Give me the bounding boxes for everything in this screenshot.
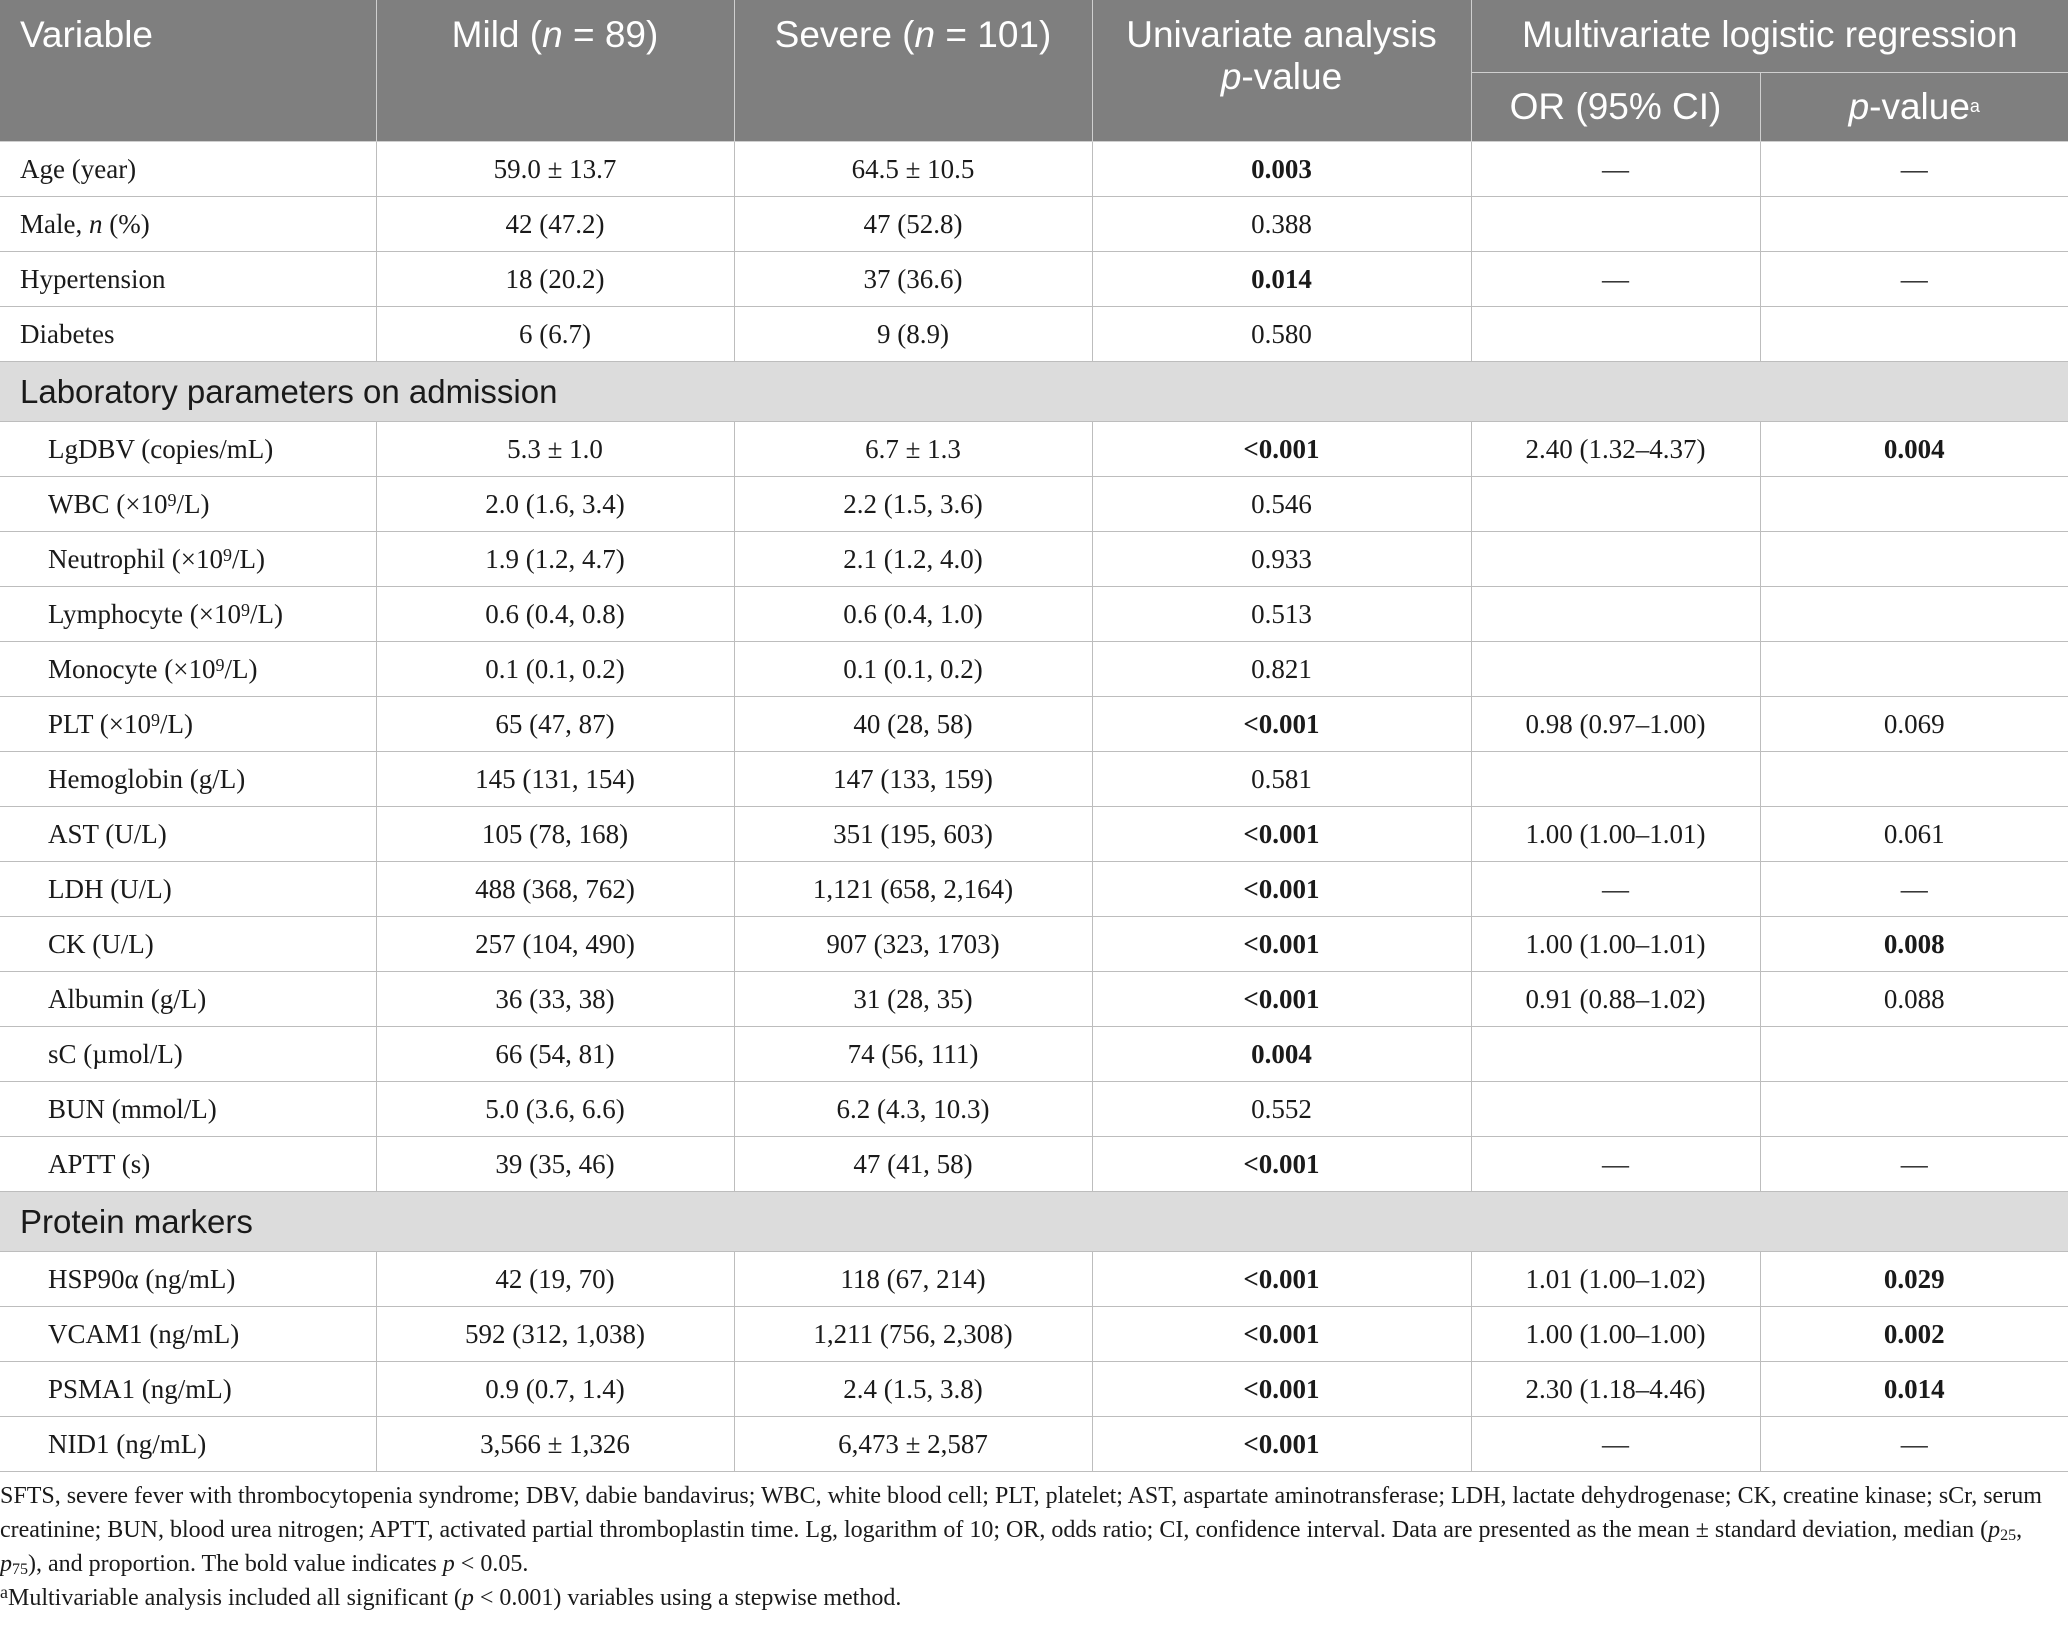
row-variable-sup: 9 xyxy=(240,599,250,620)
header-univariate-line1: Univariate analysis xyxy=(1126,14,1437,55)
cell-or xyxy=(1471,587,1760,642)
row-variable-post: (%) xyxy=(102,208,150,239)
cell-univariate: 0.933 xyxy=(1092,532,1471,587)
row-variable-pre: Lymphocyte (×10 xyxy=(48,598,241,629)
cell-pvalue: 0.069 xyxy=(1760,697,2068,752)
section-row-lab xyxy=(0,362,2068,422)
row-variable: NID1 (ng/mL) xyxy=(0,1417,376,1472)
header-mild-prefix: Mild ( xyxy=(451,14,543,55)
cell-mild: 0.6 (0.4, 0.8) xyxy=(376,587,734,642)
cell-severe: 1,211 (756, 2,308) xyxy=(734,1307,1092,1362)
table-row xyxy=(0,197,2068,252)
row-variable xyxy=(0,1082,376,1137)
cell-univariate: <0.001 xyxy=(1092,917,1471,972)
header-multivariate: Multivariate logistic regression xyxy=(1471,0,2068,73)
cell-mild: 59.0 ± 13.7 xyxy=(376,142,734,197)
row-variable-pre: AST (U/L) xyxy=(48,818,167,849)
row-variable xyxy=(0,477,376,532)
cell-mild: 105 (78, 168) xyxy=(376,807,734,862)
row-variable xyxy=(0,862,376,917)
row-variable xyxy=(0,917,376,972)
header-pvalue-sup: a xyxy=(1969,96,1980,116)
row-variable-pre: CK (U/L) xyxy=(48,928,154,959)
cell-severe: 147 (133, 159) xyxy=(734,752,1092,807)
cell-mild: 65 (47, 87) xyxy=(376,697,734,752)
cell-mild: 39 (35, 46) xyxy=(376,1137,734,1192)
row-variable xyxy=(0,587,376,642)
row-variable xyxy=(0,972,376,1027)
table-body xyxy=(0,142,2068,1472)
row-variable xyxy=(0,197,376,252)
table-row xyxy=(0,532,2068,587)
header-mild-suffix: = 89) xyxy=(562,14,659,55)
row-variable xyxy=(0,422,376,477)
row-variable-post: /L) xyxy=(224,653,258,684)
header-severe-n: n xyxy=(914,14,936,55)
cell-mild: 488 (368, 762) xyxy=(376,862,734,917)
cell-or: 1.00 (1.00–1.00) xyxy=(1471,1307,1760,1362)
row-variable: Diabetes xyxy=(0,307,376,362)
row-variable xyxy=(0,807,376,862)
table-row xyxy=(0,752,2068,807)
cell-or xyxy=(1471,1027,1760,1082)
footnote-a-sup: a xyxy=(0,1582,8,1602)
cell-severe: 351 (195, 603) xyxy=(734,807,1092,862)
cell-mild: 0.1 (0.1, 0.2) xyxy=(376,642,734,697)
cell-or: 0.98 (0.97–1.00) xyxy=(1471,697,1760,752)
table-row xyxy=(0,697,2068,752)
footnote-line1-end: ), and proportion. The bold value indicates xyxy=(28,1551,443,1577)
row-variable-post: /L) xyxy=(249,598,283,629)
table-row xyxy=(0,1027,2068,1082)
cell-or: 2.40 (1.32–4.37) xyxy=(1471,422,1760,477)
row-variable: PSMA1 (ng/mL) xyxy=(0,1362,376,1417)
row-variable: Hypertension xyxy=(0,252,376,307)
cell-univariate: <0.001 xyxy=(1092,697,1471,752)
cell-or: — xyxy=(1471,1137,1760,1192)
cell-pvalue: 0.061 xyxy=(1760,807,2068,862)
cell-mild: 257 (104, 490) xyxy=(376,917,734,972)
cell-pvalue: — xyxy=(1760,142,2068,197)
cell-univariate: 0.546 xyxy=(1092,477,1471,532)
cell-univariate: 0.004 xyxy=(1092,1027,1471,1082)
cell-or: 1.00 (1.00–1.01) xyxy=(1471,917,1760,972)
header-pvalue xyxy=(1760,73,2068,142)
footnote-a xyxy=(0,1581,2060,1615)
table-row xyxy=(0,917,2068,972)
row-variable-pre: LDH (U/L) xyxy=(48,873,172,904)
table-row xyxy=(0,1082,2068,1137)
cell-or: — xyxy=(1471,142,1760,197)
table-row xyxy=(0,807,2068,862)
header-severe xyxy=(734,0,1092,142)
cell-univariate: 0.580 xyxy=(1092,307,1471,362)
footnote-a-pre: Multivariable analysis included all significant ( xyxy=(8,1585,462,1611)
cell-pvalue: — xyxy=(1760,1137,2068,1192)
cell-severe: 9 (8.9) xyxy=(734,307,1092,362)
row-variable-pre: BUN (mmol/L) xyxy=(48,1093,217,1124)
cell-pvalue: 0.008 xyxy=(1760,917,2068,972)
cell-or: 1.01 (1.00–1.02) xyxy=(1471,1252,1760,1307)
cell-mild: 592 (312, 1,038) xyxy=(376,1307,734,1362)
cell-or: — xyxy=(1471,252,1760,307)
cell-univariate: <0.001 xyxy=(1092,422,1471,477)
row-variable xyxy=(0,642,376,697)
row-variable-pre: WBC (×10 xyxy=(48,488,168,519)
row-variable xyxy=(0,532,376,587)
section-row-protein xyxy=(0,1192,2068,1252)
header-univariate xyxy=(1092,0,1471,142)
cell-severe: 0.6 (0.4, 1.0) xyxy=(734,587,1092,642)
cell-mild: 6 (6.7) xyxy=(376,307,734,362)
row-variable-pre: sC (µmol/L) xyxy=(48,1038,183,1069)
row-variable-pre: Albumin (g/L) xyxy=(48,983,207,1014)
cell-mild: 5.0 (3.6, 6.6) xyxy=(376,1082,734,1137)
cell-severe: 907 (323, 1703) xyxy=(734,917,1092,972)
row-variable-pre: PLT (×10 xyxy=(48,708,152,739)
cell-mild: 5.3 ± 1.0 xyxy=(376,422,734,477)
row-variable-pre: LgDBV (copies/mL) xyxy=(48,433,274,464)
cell-univariate: <0.001 xyxy=(1092,1362,1471,1417)
footnote-a-p: p xyxy=(461,1585,474,1611)
cell-univariate: 0.388 xyxy=(1092,197,1471,252)
cell-univariate: 0.581 xyxy=(1092,752,1471,807)
cell-pvalue: — xyxy=(1760,252,2068,307)
table-row xyxy=(0,1362,2068,1417)
cell-pvalue xyxy=(1760,477,2068,532)
footnote-line1: SFTS, severe fever with thrombocytopenia syndrome; DBV, dabie bandavirus; WBC, white blood cell; PLT, platelet; AST, aspartate aminotransferase; LDH, lactate dehydrogenase; CK, creatine kinase; sCr, serum creatinine; BUN, blood urea nitrogen; APTT, activated partial thromboplastin time. Lg, logarithm of 10; OR, odds ratio; CI, confidence interval. Data are presented as the mean ± standard deviation, median ( xyxy=(0,1483,2042,1543)
cell-or: 0.91 (0.88–1.02) xyxy=(1471,972,1760,1027)
cell-univariate: <0.001 xyxy=(1092,1137,1471,1192)
row-variable xyxy=(0,752,376,807)
cell-univariate: <0.001 xyxy=(1092,1252,1471,1307)
cell-severe: 6,473 ± 2,587 xyxy=(734,1417,1092,1472)
cell-severe: 31 (28, 35) xyxy=(734,972,1092,1027)
table-footnote xyxy=(0,1479,2060,1615)
cell-pvalue xyxy=(1760,752,2068,807)
header-or-ci: OR (95% CI) xyxy=(1471,73,1760,142)
row-variable-post: /L) xyxy=(176,488,210,519)
header-variable: Variable xyxy=(0,0,376,142)
cell-pvalue xyxy=(1760,1082,2068,1137)
cell-severe: 47 (52.8) xyxy=(734,197,1092,252)
cell-or xyxy=(1471,197,1760,252)
row-variable xyxy=(0,1027,376,1082)
cell-univariate: <0.001 xyxy=(1092,1417,1471,1472)
cell-pvalue xyxy=(1760,587,2068,642)
cell-mild: 36 (33, 38) xyxy=(376,972,734,1027)
cell-severe: 2.2 (1.5, 3.6) xyxy=(734,477,1092,532)
row-variable-pre: Neutrophil (×10 xyxy=(48,543,223,574)
table-row xyxy=(0,1137,2068,1192)
cell-univariate: <0.001 xyxy=(1092,972,1471,1027)
footnote-p25-p: p xyxy=(1988,1517,2001,1543)
table-row xyxy=(0,972,2068,1027)
row-variable-pre: Monocyte (×10 xyxy=(48,653,216,684)
cell-severe: 64.5 ± 10.5 xyxy=(734,142,1092,197)
cell-severe: 40 (28, 58) xyxy=(734,697,1092,752)
cell-severe: 37 (36.6) xyxy=(734,252,1092,307)
cell-severe: 74 (56, 111) xyxy=(734,1027,1092,1082)
cell-or xyxy=(1471,642,1760,697)
cell-or xyxy=(1471,477,1760,532)
cell-univariate: 0.003 xyxy=(1092,142,1471,197)
cell-univariate: 0.821 xyxy=(1092,642,1471,697)
cell-univariate: <0.001 xyxy=(1092,1307,1471,1362)
cell-univariate: <0.001 xyxy=(1092,862,1471,917)
cell-or xyxy=(1471,307,1760,362)
row-variable: VCAM1 (ng/mL) xyxy=(0,1307,376,1362)
header-univariate-p: p xyxy=(1220,56,1242,97)
table-row xyxy=(0,422,2068,477)
table-row xyxy=(0,307,2068,362)
row-variable: Age (year) xyxy=(0,142,376,197)
cell-pvalue: 0.014 xyxy=(1760,1362,2068,1417)
table-header xyxy=(0,0,2068,142)
table-row xyxy=(0,642,2068,697)
cell-or: 2.30 (1.18–4.46) xyxy=(1471,1362,1760,1417)
cell-pvalue: 0.029 xyxy=(1760,1252,2068,1307)
table-row xyxy=(0,862,2068,917)
header-severe-suffix: = 101) xyxy=(935,14,1052,55)
footnote-abbreviations xyxy=(0,1479,2060,1581)
row-variable-sup: 9 xyxy=(151,709,161,730)
table-row xyxy=(0,142,2068,197)
cell-mild: 18 (20.2) xyxy=(376,252,734,307)
footnote-p75-sub: 75 xyxy=(12,1561,28,1578)
cell-severe: 6.2 (4.3, 10.3) xyxy=(734,1082,1092,1137)
footnote-p: p xyxy=(442,1551,455,1577)
row-variable xyxy=(0,697,376,752)
table-row xyxy=(0,1252,2068,1307)
cell-pvalue xyxy=(1760,532,2068,587)
cell-pvalue: — xyxy=(1760,862,2068,917)
cell-or xyxy=(1471,1082,1760,1137)
cell-mild: 0.9 (0.7, 1.4) xyxy=(376,1362,734,1417)
footnote-line1-tail: < 0.05. xyxy=(454,1551,529,1577)
table-row xyxy=(0,252,2068,307)
table-row xyxy=(0,477,2068,532)
cell-mild: 3,566 ± 1,326 xyxy=(376,1417,734,1472)
cell-severe: 6.7 ± 1.3 xyxy=(734,422,1092,477)
cell-mild: 42 (47.2) xyxy=(376,197,734,252)
cell-severe: 2.1 (1.2, 4.0) xyxy=(734,532,1092,587)
cell-mild: 66 (54, 81) xyxy=(376,1027,734,1082)
header-mild xyxy=(376,0,734,142)
cell-severe: 1,121 (658, 2,164) xyxy=(734,862,1092,917)
cell-or: — xyxy=(1471,1417,1760,1472)
header-severe-prefix: Severe ( xyxy=(774,14,915,55)
cell-severe: 118 (67, 214) xyxy=(734,1252,1092,1307)
footnote-comma: , xyxy=(2016,1517,2023,1543)
section-title-lab: Laboratory parameters on admission xyxy=(0,362,2068,422)
cell-pvalue xyxy=(1760,642,2068,697)
footnote-p75-p: p xyxy=(0,1551,12,1577)
row-variable: HSP90α (ng/mL) xyxy=(0,1252,376,1307)
header-pvalue-value: -value xyxy=(1869,86,1970,127)
row-variable-post: /L) xyxy=(231,543,265,574)
cell-severe: 2.4 (1.5, 3.8) xyxy=(734,1362,1092,1417)
cell-univariate: <0.001 xyxy=(1092,807,1471,862)
cell-pvalue xyxy=(1760,1027,2068,1082)
footnote-p25-sub: 25 xyxy=(2000,1527,2017,1544)
section-title-protein: Protein markers xyxy=(0,1192,2068,1252)
cell-or: 1.00 (1.00–1.01) xyxy=(1471,807,1760,862)
cell-or xyxy=(1471,752,1760,807)
cell-or: — xyxy=(1471,862,1760,917)
row-variable-sup: 9 xyxy=(222,544,232,565)
cell-univariate: 0.552 xyxy=(1092,1082,1471,1137)
header-pvalue-p: p xyxy=(1848,86,1870,127)
cell-pvalue: — xyxy=(1760,1417,2068,1472)
header-univariate-value: -value xyxy=(1241,56,1343,97)
row-variable xyxy=(0,1137,376,1192)
cell-pvalue xyxy=(1760,197,2068,252)
table-row xyxy=(0,1307,2068,1362)
table-row xyxy=(0,587,2068,642)
table-row xyxy=(0,1417,2068,1472)
cell-or xyxy=(1471,532,1760,587)
cell-mild: 1.9 (1.2, 4.7) xyxy=(376,532,734,587)
cell-univariate: 0.014 xyxy=(1092,252,1471,307)
row-variable-pre: Male, xyxy=(20,208,89,239)
cell-pvalue: 0.002 xyxy=(1760,1307,2068,1362)
row-variable-pre: Hemoglobin (g/L) xyxy=(48,763,246,794)
header-mild-n: n xyxy=(542,14,563,55)
row-variable-sup: 9 xyxy=(215,654,225,675)
cell-severe: 47 (41, 58) xyxy=(734,1137,1092,1192)
cell-pvalue: 0.004 xyxy=(1760,422,2068,477)
footnote-a-post: < 0.001) variables using a stepwise method. xyxy=(473,1585,902,1611)
cell-mild: 42 (19, 70) xyxy=(376,1252,734,1307)
cell-pvalue xyxy=(1760,307,2068,362)
cell-severe: 0.1 (0.1, 0.2) xyxy=(734,642,1092,697)
cell-univariate: 0.513 xyxy=(1092,587,1471,642)
row-variable-sup: 9 xyxy=(167,489,177,510)
cell-pvalue: 0.088 xyxy=(1760,972,2068,1027)
row-variable-pre: APTT (s) xyxy=(48,1148,151,1179)
row-variable-post: /L) xyxy=(160,708,194,739)
cell-mild: 145 (131, 154) xyxy=(376,752,734,807)
cell-mild: 2.0 (1.6, 3.4) xyxy=(376,477,734,532)
row-variable-n: n xyxy=(88,208,103,239)
